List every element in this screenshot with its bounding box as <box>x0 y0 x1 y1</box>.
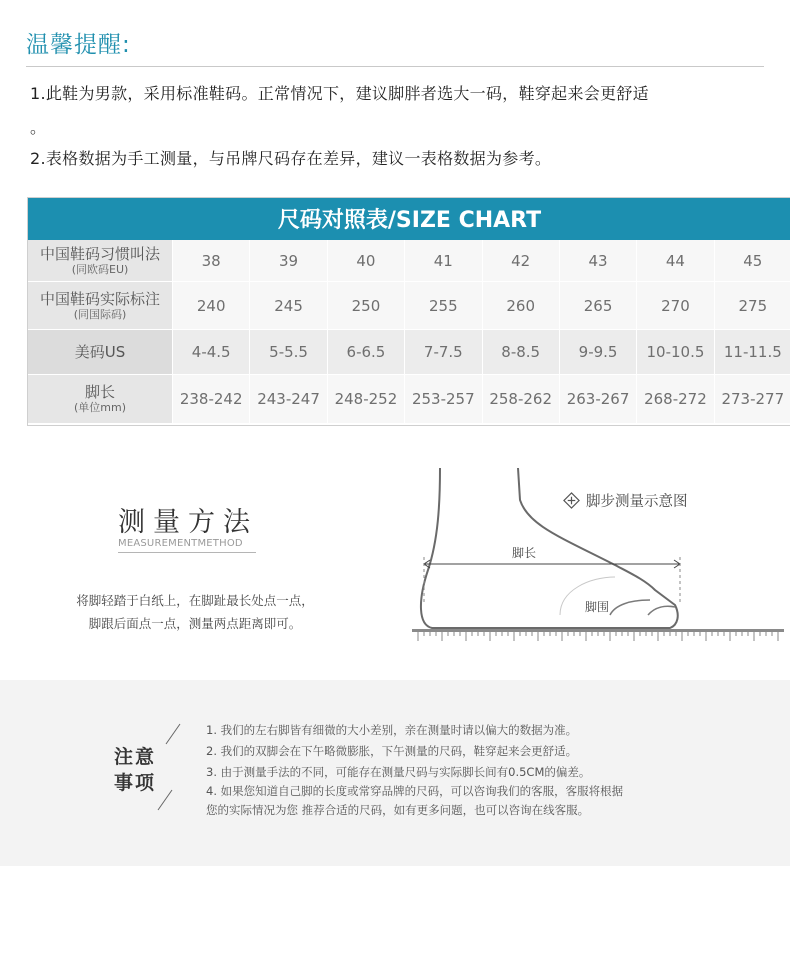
table-cell: 258-262 <box>482 375 559 424</box>
table-row <box>28 282 790 330</box>
notice-item: 3. 由于测量手法的不同，可能存在测量尺码与实际脚长间有0.5CM的偏差。 <box>206 765 591 779</box>
table-cell: 260 <box>482 282 559 330</box>
table-cell: 6-6.5 <box>327 330 404 375</box>
table-cell: 253-257 <box>405 375 482 424</box>
table-cell: 5-5.5 <box>250 330 327 375</box>
table-cell: 250 <box>327 282 404 330</box>
table-cell: 248-252 <box>327 375 404 424</box>
table-cell: 45 <box>714 240 790 282</box>
table-cell: 243-247 <box>250 375 327 424</box>
tips-title: 温馨提醒: <box>26 32 131 58</box>
notice-item: 2. 我们的双脚会在下午略微膨胀，下午测量的尺码，鞋穿起来会更舒适。 <box>206 744 578 758</box>
table-row <box>28 240 790 282</box>
ruler-ticks <box>418 632 778 641</box>
table-cell: 8-8.5 <box>482 330 559 375</box>
table-cell: 245 <box>250 282 327 330</box>
tip-line-2: 2.表格数据为手工测量，与吊牌尺码存在差异，建议一表格数据为参考。 <box>30 149 552 168</box>
table-cell: 11-11.5 <box>714 330 790 375</box>
foot-girth-label: 脚围 <box>585 600 610 614</box>
row-label-text: 中国鞋码习惯叫法 <box>39 244 160 263</box>
row-label-sub: (同国际码) <box>73 307 127 321</box>
table-cell: 41 <box>405 240 482 282</box>
table-cell: 42 <box>482 240 559 282</box>
table-cell: 273-277 <box>714 375 790 424</box>
row-label-text: 美码US <box>74 342 126 361</box>
row-label-sub: (同欧码EU) <box>71 262 129 276</box>
row-label <box>28 330 173 375</box>
table-cell: 40 <box>327 240 404 282</box>
diagram-caption <box>563 490 688 511</box>
table-cell: 255 <box>405 282 482 330</box>
table-cell: 7-7.5 <box>405 330 482 375</box>
ruler-bar <box>412 629 784 632</box>
row-label-sub: (单位mm) <box>73 401 126 414</box>
notice-label-line-1: 注意 <box>114 746 157 768</box>
table-cell: 10-10.5 <box>637 330 714 375</box>
table-cell: 275 <box>714 282 790 330</box>
notice-label-line-2: 事项 <box>114 772 157 794</box>
notice-item: 4. 如果您知道自己脚的长度或常穿品牌的尺码，可以咨询我们的客服，客服将根据 <box>206 784 624 798</box>
row-label <box>28 240 173 282</box>
table-cell: 38 <box>173 240 250 282</box>
tip-line-1: 1.此鞋为男款，采用标准鞋码。正常情况下，建议脚胖者选大一码，鞋穿起来会更舒适 <box>30 84 649 103</box>
table-cell: 4-4.5 <box>173 330 250 375</box>
crosshair-diamond-icon <box>563 492 580 509</box>
notice-slash-decoration <box>150 722 190 812</box>
tip-line-1-cont: 。 <box>30 118 47 137</box>
method-subtitle: MEASUREMENTMETHOD <box>118 538 243 549</box>
size-chart-table <box>27 197 790 424</box>
table-row <box>28 330 790 375</box>
row-label <box>28 282 173 330</box>
tips-divider <box>26 66 764 67</box>
foot-length-label: 脚长 <box>512 546 537 560</box>
table-cell: 39 <box>250 240 327 282</box>
size-chart-title: 尺码对照表/SIZE CHART <box>28 198 790 240</box>
table-cell: 240 <box>173 282 250 330</box>
table-cell: 263-267 <box>559 375 636 424</box>
table-cell: 238-242 <box>173 375 250 424</box>
table-cell: 44 <box>637 240 714 282</box>
method-title: 测量方法 <box>118 507 258 538</box>
table-cell: 268-272 <box>637 375 714 424</box>
notice-item: 您的实际情况为您 推荐合适的尺码，如有更多问题，也可以咨询在线客服。 <box>206 803 590 817</box>
table-row <box>28 375 790 424</box>
table-cell: 43 <box>559 240 636 282</box>
method-desc-line-1: 将脚轻踏于白纸上，在脚趾最长处点一点， <box>76 593 314 608</box>
row-label-text: 脚长 <box>84 383 115 401</box>
toe-line <box>610 600 650 615</box>
table-cell: 270 <box>637 282 714 330</box>
diagram-caption-text: 脚步测量示意图 <box>586 494 688 510</box>
table-cell: 9-9.5 <box>559 330 636 375</box>
row-label <box>28 375 173 424</box>
table-cell: 265 <box>559 282 636 330</box>
method-desc-line-2: 脚跟后面点一点，测量两点距离即可。 <box>88 616 302 631</box>
row-label-text: 中国鞋码实际标注 <box>39 289 160 308</box>
toe-line <box>648 606 675 615</box>
notice-item: 1. 我们的左右脚皆有细微的大小差别，亲在测量时请以偏大的数据为准。 <box>206 723 578 737</box>
method-divider <box>118 552 256 553</box>
